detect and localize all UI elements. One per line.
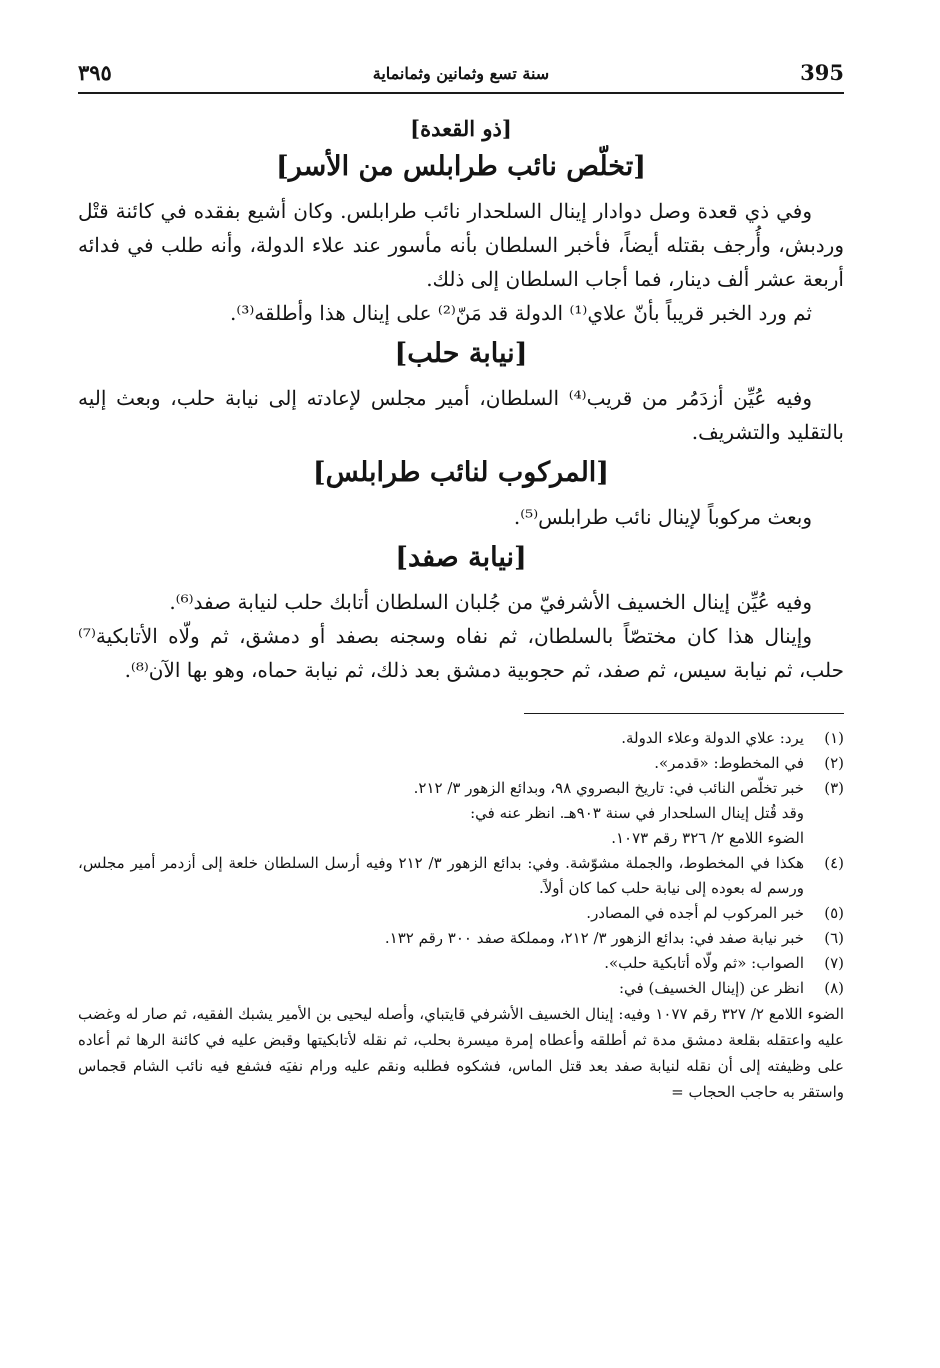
footnote-number: (٤) — [824, 854, 844, 872]
section-title-mount: [المركوب لنائب طرابلس] — [312, 457, 610, 488]
paragraph: وفيه عُيِّن أزدَمُر من قريب⁽⁴⁾ السلطان، أمير مجلس لإعادته إلى نيابة حلب، وبعث إليه بالتقليد والتشريف. — [78, 386, 844, 444]
paragraph: ثم ورد الخبر قريباً بأنّ علاي⁽¹⁾ الدولة قد مَنّ⁽²⁾ على إينال هذا وأطلقه⁽³⁾. — [230, 301, 812, 325]
paragraph: وفي ذي قعدة وصل دوادار إينال السلحدار نائب طرابلس. وكان أشيع بفقده في كائنة قتْل وردبش، وأُرجف بقتله أيضاً، فأخبر السلطان بأنه مأسور عند علاء الدولة، وأنه طلب في فدائه أربعة عشر ألف دينار، فما أجاب السلطان إلى ذلك. — [78, 199, 844, 291]
footnote-line: خبر تخلّص النائب في: تاريخ البصروي ٩٨، وبدائع الزهور ٣/ ٢١٢. — [413, 779, 804, 797]
footnote — [78, 901, 844, 926]
running-header — [78, 52, 844, 94]
footnotes — [78, 726, 844, 1105]
footnote-number: (٥) — [824, 904, 844, 922]
page-number-arabic: ٣٩٥ — [78, 60, 112, 85]
footnote-line: خبر نيابة صفد في: بدائع الزهور ٣/ ٢١٢، ومملكة صفد ٣٠٠ رقم ١٣٢. — [384, 929, 804, 947]
paragraph: وبعث مركوباً لإينال نائب طرابلس⁽⁵⁾. — [513, 505, 812, 529]
footnote-line: الضوء اللامع ٢/ ٣٢٦ رقم ١٠٧٣. — [611, 829, 804, 847]
footnote-line: وقد قُتل إينال السلحدار في سنة ٩٠٣هـ. انظر عنه في: — [470, 804, 804, 822]
section-title-safad: [نيابة صفد] — [395, 542, 527, 573]
month-heading: [ذو القعدة] — [410, 116, 512, 141]
footnote-number: (٨) — [824, 979, 844, 997]
footnote-number: (٧) — [824, 954, 844, 972]
footnote-number: (٦) — [824, 929, 844, 947]
running-title: سنة تسع وثمانين وثمانماية — [372, 64, 550, 83]
footnote-line: خبر المركوب لم أجده في المصادر. — [586, 904, 804, 922]
footnote — [78, 751, 844, 776]
footnote-separator — [524, 713, 844, 714]
footnote-continuation: الضوء اللامع ٢/ ٣٢٧ رقم ١٠٧٧ وفيه: إينال الخسيف الأشرفي قايتباي، وأصله ليحيى بن الأمير يشبك الفقيه، ثم صار له وغضب عليه واعتقله بقلعة دمشق مدة ثم أطلقه وأعطاه إمرة ميسرة بحلب، ثم نقله لأتابكيتها وقبض عليه في كائنة الرها ثم أعاده على وظيفته إلى أن نقله لنيابة صفد بعد قتل الماس، فشكوه فطلبه ونقم عليه ورام نفيَه فشفع فيه نائب الشام قجماس واستقر به حاجب الحجاب = — [78, 1005, 845, 1101]
page-number-latin: 395 — [800, 60, 844, 85]
footnote — [78, 951, 844, 976]
footnote-text — [78, 726, 804, 751]
footnote — [78, 976, 844, 1001]
paragraph: وفيه عُيِّن إينال الخسيف الأشرفيّ من جُلبان السلطان أتابك حلب لنيابة صفد⁽⁶⁾. — [169, 590, 812, 614]
footnote-number: (١) — [824, 729, 844, 747]
footnote — [78, 926, 844, 951]
footnote-text — [78, 851, 804, 901]
footnote-text — [78, 926, 804, 951]
footnote-text — [78, 776, 804, 851]
footnote-line: هكذا في المخطوط، والجملة مشوّشة. وفي: بدائع الزهور ٣/ ٢١٢ وفيه أرسل السلطان خلعة إلى أزدمر أمير مجلس، ورسم له بعوده إلى نيابة حلب كما كان أولاً. — [78, 854, 804, 897]
footnote-number: (٣) — [824, 779, 844, 797]
footnote-line: في المخطوط: «قدمر». — [654, 754, 804, 772]
footnote-text — [78, 751, 804, 776]
paragraph: وإينال هذا كان مختصّاً بالسلطان، ثم نفاه وسجنه بصفد أو دمشق، ثم ولّاه الأتابكية⁽⁷⁾ حلب، ثم نيابة سيس، ثم صفد، ثم حجوبية دمشق بعد ذلك، ثم نيابة حماه، وهو بها الآن⁽⁸⁾. — [78, 624, 844, 682]
footnote-line: انظر عن (إينال الخسيف) في: — [619, 979, 804, 997]
footnote-text — [78, 901, 804, 926]
footnote-text — [78, 976, 804, 1001]
footnote — [78, 726, 844, 751]
footnote-text — [78, 951, 804, 976]
footnote-line: يرد: علاي الدولة وعلاء الدولة. — [621, 729, 804, 747]
footnote — [78, 776, 844, 851]
footnote-line: الصواب: «ثم ولّاه أتابكية حلب». — [604, 954, 804, 972]
section-title-tripoli-release: [تخلّص نائب طرابلس من الأسر] — [275, 151, 647, 182]
footnote-number: (٢) — [824, 754, 844, 772]
section-title-aleppo: [نيابة حلب] — [394, 338, 528, 369]
footnote — [78, 851, 844, 901]
